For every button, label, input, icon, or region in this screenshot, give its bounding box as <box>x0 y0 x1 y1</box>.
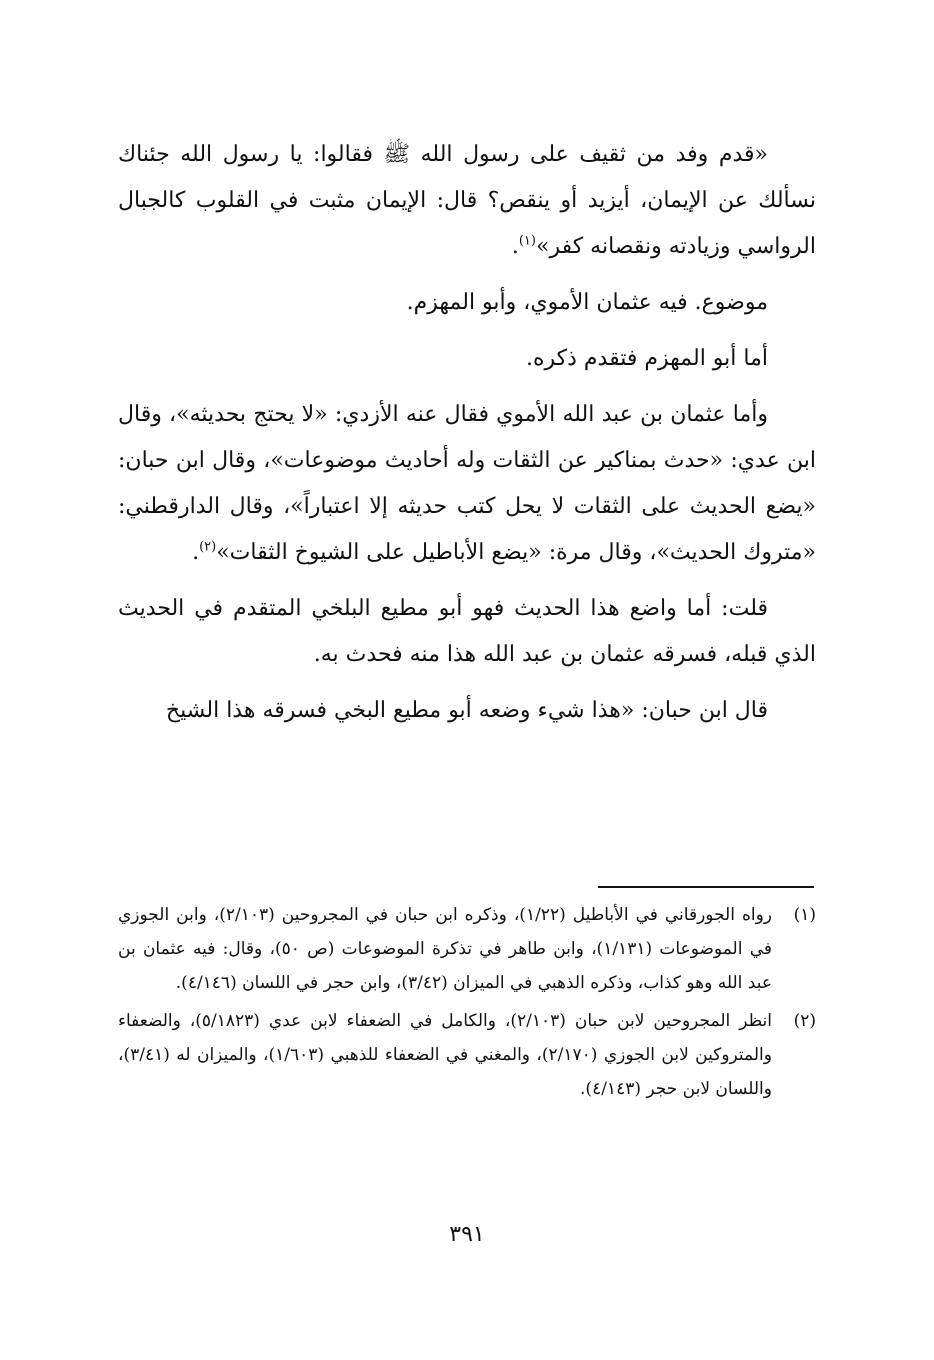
paragraph-abu-muhazzim: أما أبو المهزم فتقدم ذكره. <box>526 346 768 371</box>
paragraph-hadith <box>118 132 816 270</box>
paragraph-uthman <box>118 392 816 576</box>
footnote-1-number: (١) <box>793 905 816 925</box>
footnote-2 <box>118 1004 816 1106</box>
footnotes <box>118 898 816 1110</box>
footnote-1-text: رواه الجورقاني في الأباطيل (١/٢٢)، وذكره ابن حبان في المجروحين (٢/١٠٣)، وابن الجوزي في الموضوعات (١/١٣١)، وابن طاهر في تذكرة الموضوعات (ص ٥٠)، وقال: فيه عثمان بن عبد الله وهو كذاب، وذكره الذهبي في الميزان (٣/٤٢)، وابن حجر في اللسان (٤/١٤٦). <box>118 905 773 993</box>
main-text <box>118 132 816 734</box>
footnote-ref-1[interactable]: (١) <box>518 233 536 249</box>
page-number: ٣٩١ <box>449 1222 485 1247</box>
footnote-1 <box>118 898 816 1000</box>
footnote-2-text: انظر المجروحين لابن حبان (٢/١٠٣)، والكامل في الضعفاء لابن عدي (٥/١٨٢٣)، والضعفاء والمتروكين لابن الجوزي (٢/١٧٠)، والمغني في الضعفاء للذهبي (١/٦٠٣)، والميزان له (٣/٤١)، واللسان لابن حجر (٤/١٤٣). <box>118 1011 772 1099</box>
paragraph-fabricator: قلت: أما واضع هذا الحديث فهو أبو مطيع البلخي المتقدم في الحديث الذي قبله، فسرقه عثمان بن عبد الله هذا منه فحدث به. <box>118 596 816 667</box>
paragraph-uthman-text: وأما عثمان بن عبد الله الأموي فقال عنه الأزدي: «لا يحتج بحديثه»، وقال ابن عدي: «حدث بمناكير عن الثقات وله أحاديث موضوعات»، وقال ابن حبان: «يضع الحديث على الثقات لا يحل كتب حديثه إلا اعتباراً»، وقال الدارقطني: «متروك الحديث»، وقال مرة: «يضع الأباطيل على الشيوخ الثقات» <box>118 402 816 565</box>
footnote-divider <box>598 886 814 888</box>
paragraph-hadith-end: . <box>511 234 519 259</box>
paragraph-hadith-text: «قدم وفد من ثقيف على رسول الله ﷺ فقالوا: يا رسول الله جئناك نسألك عن الإيمان، أيزيد أو ينقص؟ قال: الإيمان مثبت في القلوب كالجبال الرواسي وزيادته ونقصانه كفر» <box>118 142 816 259</box>
paragraph-uthman-end: . <box>192 540 200 565</box>
footnote-2-number: (٢) <box>793 1011 816 1031</box>
paragraph-ibn-hibban: قال ابن حبان: «هذا شيء وضعه أبو مطيع البخي فسرقه هذا الشيخ <box>165 698 768 723</box>
paragraph-verdict: موضوع. فيه عثمان الأموي، وأبو المهزم. <box>406 290 768 315</box>
footnote-ref-2[interactable]: (٢) <box>199 539 217 555</box>
